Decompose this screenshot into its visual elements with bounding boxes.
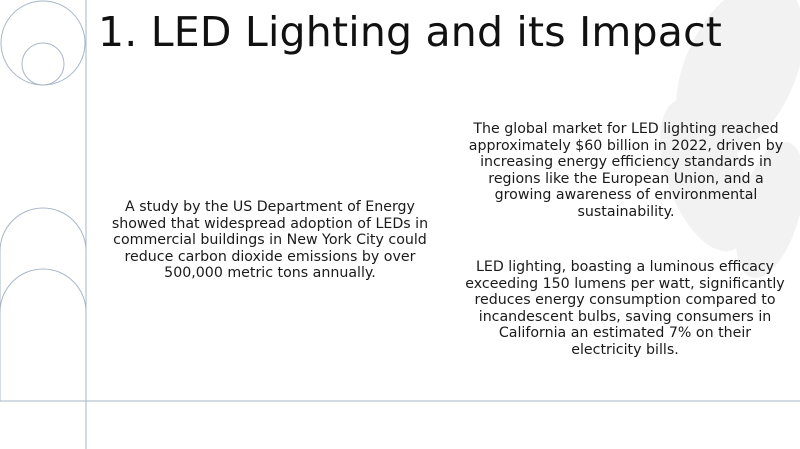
top-left-circle-inner <box>22 43 64 85</box>
paragraph-efficacy: LED lighting, boasting a luminous efficacy exceeding 150 lumens per watt, significantly reduces energy consumption compared to incandescent bulbs, saving consumers in California an estimated 7% on their electricity bills. <box>465 259 785 358</box>
paragraph-market-size: The global market for LED lighting reached approximately $60 billion in 2022, driven by increasing energy efficiency standards in regions like the European Union, and a growing awareness of environmental sustainability. <box>468 121 784 220</box>
slide-title: 1. LED Lighting and its Impact <box>98 8 723 56</box>
left-arch-upper <box>0 208 86 401</box>
paragraph-doe-study: A study by the US Department of Energy showed that widespread adoption of LEDs in commercial buildings in New York City could reduce carbon dioxide emissions by over 500,000 metric tons annually. <box>111 199 429 282</box>
left-arch-lower <box>0 269 86 401</box>
